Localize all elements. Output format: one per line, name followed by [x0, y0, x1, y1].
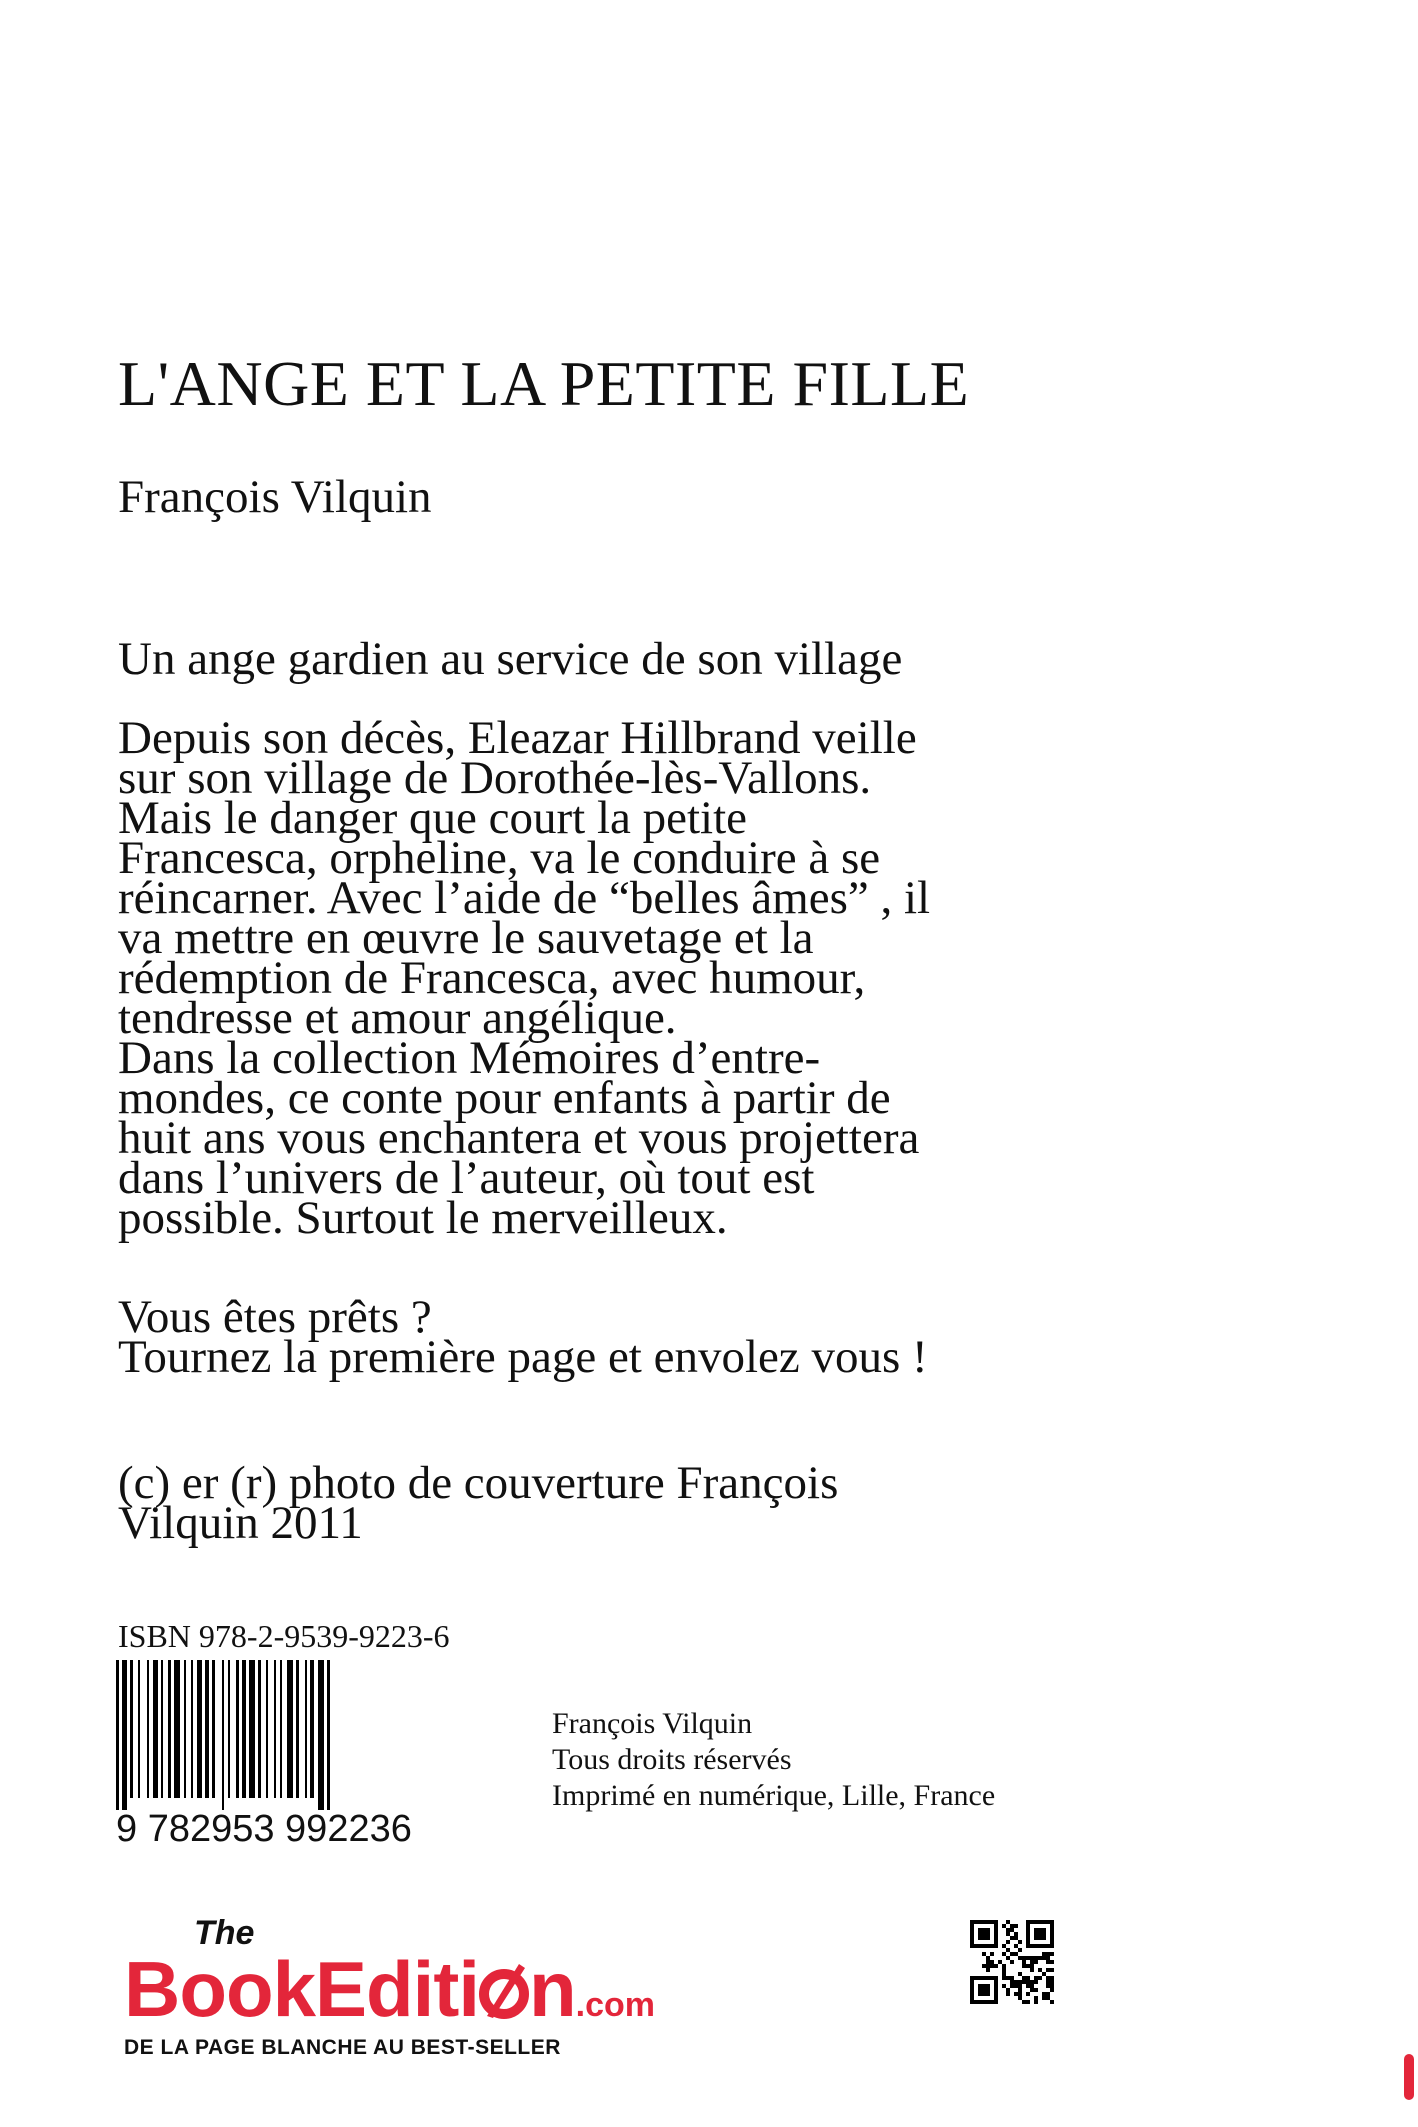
copyright-line: (c) er (r) photo de couverture François [118, 1457, 839, 1509]
imprint-rights: Tous droits réservés [552, 1743, 792, 1776]
book-author: François Vilquin [118, 471, 432, 523]
imprint-author: François Vilquin [552, 1707, 753, 1740]
publisher-logo-the: The [194, 1914, 255, 1952]
edge-mark [1404, 2054, 1414, 2100]
blurb-line: tendresse et amour angélique. [118, 992, 677, 1044]
barcode-icon [116, 1660, 494, 1810]
blurb-line: va mettre en œuvre le sauvetage et la [118, 912, 814, 964]
book-tagline: Un ange gardien au service de son village [118, 633, 903, 685]
blurb-line: mondes, ce conte pour enfants à partir de [118, 1072, 891, 1124]
blurb-line: rédemption de Francesca, avec humour, [118, 952, 866, 1004]
copyright-notice [118, 1457, 1018, 1549]
qr-code-icon [970, 1920, 1054, 2004]
blurb-line: sur son village de Dorothée-lès-Vallons. [118, 752, 872, 804]
publisher-slogan: DE LA PAGE BLANCHE AU BEST-SELLER [124, 2036, 561, 2059]
blurb-line: Mais le danger que court la petite [118, 792, 748, 844]
blurb-line: possible. Surtout le merveilleux. [118, 1192, 728, 1244]
isbn-label: ISBN 978-2-9539-9223-6 [118, 1618, 450, 1654]
imprint-block [552, 1706, 995, 1814]
blurb-line: Depuis son décès, Eleazar Hillbrand veille [118, 712, 917, 764]
cta-line: Tournez la première page et envolez vous ! [118, 1331, 928, 1383]
imprint-printing: Imprimé en numérique, Lille, France [552, 1779, 996, 1812]
blurb-line: réincarner. Avec l’aide de “belles âmes” , il [118, 872, 931, 924]
book-title: L'ANGE ET LA PETITE FILLE [118, 348, 970, 419]
quill-o-icon [479, 1960, 529, 2022]
blurb-line: Dans la collection Mémoires d’entre- [118, 1032, 821, 1084]
publisher-logo-text-end: n [529, 1945, 576, 2033]
book-blurb [118, 712, 1138, 1244]
blurb-line: dans l’univers de l’auteur, où tout est [118, 1152, 815, 1204]
publisher-logo-com: .com [575, 1986, 656, 2024]
barcode-digits: 9 782953 992236 [116, 1808, 412, 1850]
call-to-action [118, 1291, 928, 1383]
blurb-line: Francesca, orpheline, va le conduire à se [118, 832, 881, 884]
publisher-logo-text: BookEditi [124, 1945, 479, 2033]
copyright-line: Vilquin 2011 [118, 1497, 363, 1549]
blurb-line: huit ans vous enchantera et vous projettera [118, 1112, 920, 1164]
publisher-logo [124, 1944, 655, 2035]
cta-line: Vous êtes prêts ? [118, 1291, 432, 1343]
